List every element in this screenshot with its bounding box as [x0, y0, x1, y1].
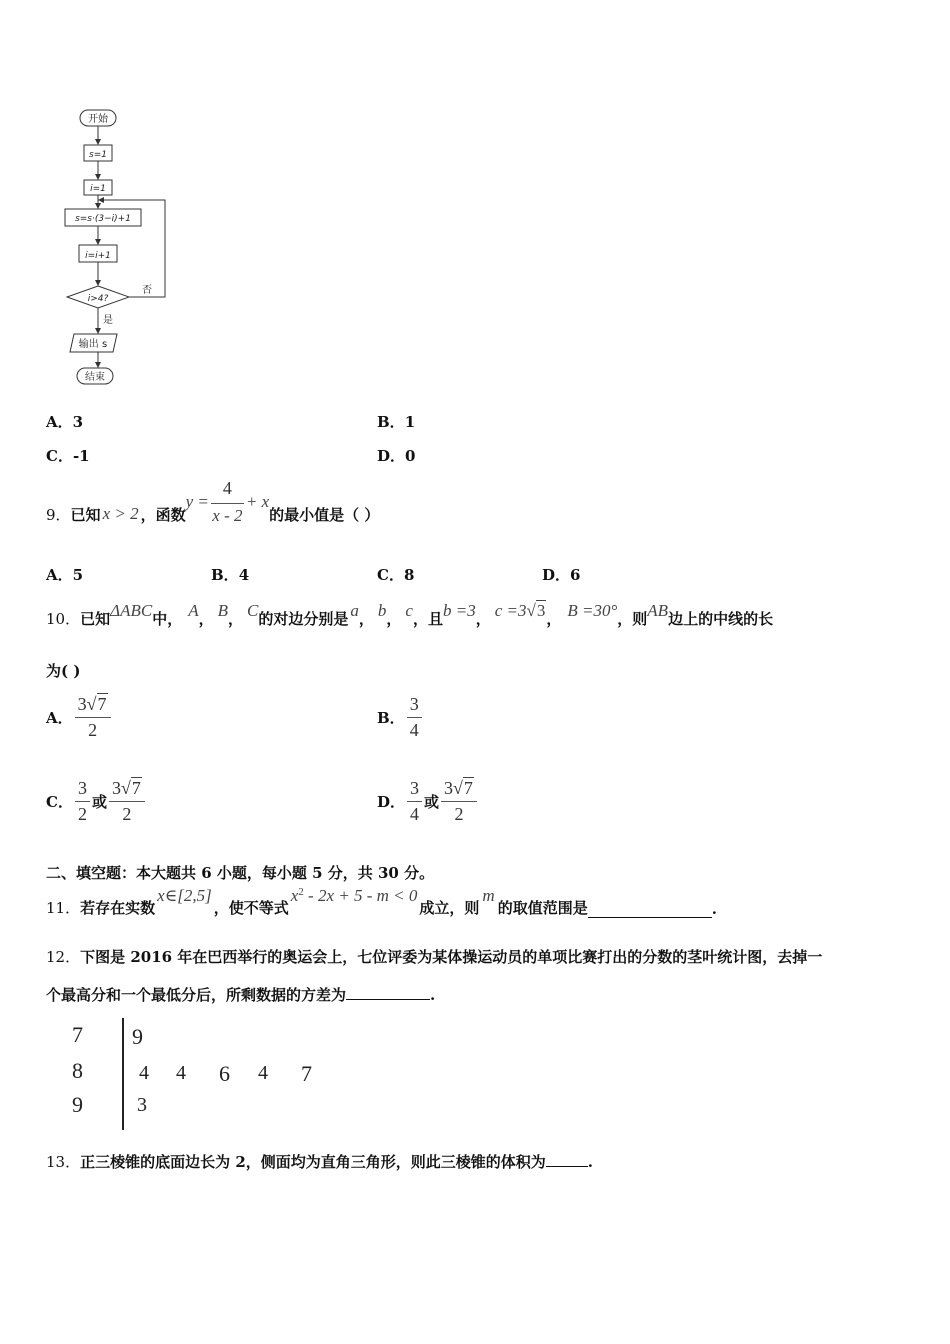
stem-leaf-plot [60, 1018, 350, 1134]
q10-text-1: 已知 [80, 609, 111, 628]
q9-option-b[interactable] [211, 564, 249, 585]
q11-ineq-exp: 2 [298, 886, 304, 898]
q11-text-4: 的取值范围是 [497, 899, 588, 917]
q10-triangle: ΔABC [110, 601, 153, 620]
flowchart [55, 100, 195, 395]
q10-option-c-or: 或 [91, 793, 107, 811]
q10-option-d-f2-radicand: 7 [463, 778, 473, 798]
q10-option-b-num: 3 [407, 694, 422, 718]
q10-option-d-fraction-2: $\frac{3√7}{2}$ [441, 778, 477, 825]
leaf-8-2: 6 [219, 1061, 230, 1086]
q8-option-a-label: A． [46, 413, 73, 431]
q10-option-a-den: 2 [88, 720, 98, 740]
q10-option-a-radicand: 7 [97, 694, 107, 714]
q9-plus-x: + x [245, 492, 270, 511]
flow-yes-label: 是 [103, 315, 113, 326]
q10-text-5: ，则 [617, 609, 648, 628]
q12-end: . [430, 986, 436, 1004]
q11-ineq-rest: - 2x + 5 - m < 0 [303, 886, 418, 905]
q9-text-3: 的最小值是（ ） [269, 505, 380, 524]
q10-option-a-coef: 3 [77, 694, 87, 714]
q10-option-b-fraction [407, 694, 422, 741]
q12-line-1: 下图是 2016 年在巴西举行的奥运会上，七位评委为某体操运动员的单项比赛打出的分数的茎叶统计图，去掉一 [80, 948, 823, 966]
q10-side-a: a [350, 601, 359, 620]
stem-leaf-divider [122, 1018, 124, 1130]
q10-vertex-c: C [247, 601, 259, 620]
q8-option-b-value: 1 [404, 413, 416, 431]
q10-option-b-label: B． [377, 709, 405, 727]
q11-ineq-x: x [290, 886, 299, 905]
flow-start-text: 开始 [88, 114, 108, 125]
q9-option-c-label: C． [377, 566, 404, 584]
q13-answer-blank[interactable] [546, 1152, 588, 1167]
q10-side-c: c [405, 601, 413, 620]
q10-option-c-fraction-1 [75, 778, 90, 825]
q10-comma-3: ， [358, 609, 374, 628]
q11-answer-blank[interactable] [588, 903, 712, 918]
q10-comma-1: ， [198, 609, 214, 628]
flow-inc-text: i=i+1 [85, 251, 111, 261]
q10-side-b: b [377, 601, 387, 620]
question-10 [46, 598, 906, 638]
q9-fraction-denominator: x - 2 [212, 506, 243, 525]
q10-option-c-f1-den: 2 [77, 804, 87, 824]
q8-option-c-value: -1 [72, 447, 90, 465]
q9-condition: x > 2 [102, 504, 139, 523]
flow-output-text: 输出 s [78, 339, 108, 350]
q10-comma-6: ， [546, 609, 562, 628]
q9-option-c-value: 8 [403, 566, 415, 584]
q9-option-a-value: 5 [72, 566, 84, 584]
q9-option-a[interactable] [46, 564, 83, 585]
q10-text-2: 中， [152, 609, 183, 628]
leaf-8-0: 4 [139, 1062, 149, 1084]
q11-end: . [711, 900, 717, 918]
q10-option-c-f2-radicand: 7 [131, 778, 141, 798]
stem-9: 9 [72, 1092, 83, 1117]
leaf-8-3: 4 [258, 1062, 268, 1084]
q10-number: 10． [46, 609, 81, 628]
q9-text-1: 已知 [70, 505, 101, 524]
q12-line-2: 个最高分和一个最低分后，所剩数据的方差为 [46, 986, 347, 1004]
flow-update-text: s=s·(3−i)+1 [75, 214, 131, 224]
q10-option-d-f1-num: 3 [407, 778, 422, 802]
q10-line-2: 为( ) [46, 662, 81, 680]
leaf-9-0: 3 [137, 1094, 147, 1116]
q11-number: 11． [46, 899, 81, 917]
q13-end: . [587, 1153, 593, 1171]
q10-option-b[interactable] [377, 694, 424, 741]
q9-fraction-numerator: 4 [211, 478, 244, 504]
question-12-line-1 [46, 946, 822, 967]
q11-m: m [482, 886, 495, 905]
q10-option-c-label: C． [46, 793, 73, 811]
question-13 [46, 1151, 593, 1172]
q9-option-d-label: D． [542, 566, 571, 584]
q13-text: 正三棱锥的底面边长为 2，侧面均为直角三角形，则此三棱锥的体积为 [80, 1153, 546, 1171]
q12-answer-blank[interactable] [346, 985, 430, 1000]
flow-s-init-text: s=1 [89, 150, 107, 160]
q8-option-c[interactable] [46, 445, 90, 466]
q10-option-c-f2-den: 2 [122, 804, 132, 824]
stem-8: 8 [72, 1058, 83, 1083]
leaf-7-0: 9 [132, 1024, 143, 1049]
q10-c-eq-wrap: c =3√3 [494, 601, 546, 620]
q9-y-eq: y = [185, 492, 209, 511]
q9-fraction [211, 478, 244, 526]
q9-number: 9． [46, 505, 71, 524]
q8-option-a-value: 3 [72, 413, 84, 431]
q10-comma-4: ， [386, 609, 402, 628]
q10-option-d-fraction-1 [407, 778, 422, 825]
section-2-heading: 二、填空题：本大题共 6 小题，每小题 5 分，共 30 分。 [46, 864, 435, 882]
q9-option-b-label: B． [211, 566, 239, 584]
q11-text-3: 成立，则 [419, 899, 480, 917]
q10-option-d-or: 或 [424, 793, 440, 811]
q10-option-d-f2-den: 2 [454, 804, 464, 824]
q10-b-eq: b =3 [442, 601, 476, 620]
q9-option-d[interactable] [542, 564, 580, 585]
q8-option-b[interactable] [377, 411, 415, 432]
q10-c-eq: c =3 [494, 601, 527, 620]
q10-vertex-b: B [217, 601, 229, 620]
q10-text-6: 边上的中线的长 [668, 609, 774, 628]
q10-comma-5: ， [475, 609, 491, 628]
q8-option-d[interactable] [377, 445, 415, 466]
flow-condition-text: i>4? [87, 294, 109, 304]
q10-angle-b: B =30° [567, 601, 618, 620]
leaf-8-1: 4 [176, 1062, 186, 1084]
q10-option-a[interactable] [46, 694, 113, 741]
q10-option-c-fraction-2: $\frac{3√7}{2}$ [109, 778, 145, 825]
question-12-line-2 [46, 984, 435, 1005]
q10-option-d-f1-den: 4 [410, 804, 420, 824]
q10-option-c-f2-coef: 3 [111, 778, 121, 798]
q8-option-d-value: 0 [405, 447, 416, 465]
q10-comma-2: ， [228, 609, 244, 628]
leaf-8-4: 7 [301, 1061, 312, 1086]
flow-no-label: 否 [142, 285, 152, 296]
q12-number: 12． [46, 948, 81, 966]
q10-option-d-f2-coef: 3 [444, 778, 454, 798]
q10-side-ab: AB [647, 601, 669, 620]
q8-option-d-label: D． [377, 447, 406, 465]
question-11 [46, 884, 717, 918]
q9-option-c[interactable] [377, 564, 414, 585]
q10-text-4: ，且 [412, 609, 443, 628]
q8-option-c-label: C． [46, 447, 73, 465]
q8-option-a[interactable] [46, 411, 83, 432]
q11-text-1: 若存在实数 [80, 899, 156, 917]
q9-option-b-value: 4 [238, 566, 250, 584]
q9-option-d-value: 6 [570, 566, 581, 584]
q10-vertex-a: A [188, 601, 199, 620]
q10-option-c[interactable] [46, 778, 147, 825]
q9-option-a-label: A． [46, 566, 73, 584]
q10-option-d[interactable] [377, 778, 479, 825]
q11-inequality [291, 886, 418, 906]
q10-text-3: 的对边分别是 [258, 609, 349, 628]
q8-option-b-label: B． [377, 413, 405, 431]
q10-option-a-label: A． [46, 709, 73, 727]
q9-function [186, 478, 270, 526]
q10-c-radicand: 3 [536, 601, 546, 620]
q9-text-2: ，函数 [140, 505, 186, 524]
q10-option-b-den: 4 [409, 720, 419, 740]
flow-end-text: 结束 [85, 372, 105, 383]
flow-i-init-text: i=1 [90, 184, 106, 194]
q11-text-2: ，使不等式 [213, 899, 289, 917]
question-9 [46, 478, 379, 550]
stem-7: 7 [72, 1022, 83, 1047]
q11-set: x∈[2,5] [157, 886, 212, 905]
q10-option-d-label: D． [377, 793, 406, 811]
q10-option-c-f1-num: 3 [75, 778, 90, 802]
q13-number: 13． [46, 1153, 81, 1171]
q10-option-a-fraction: $\frac{3√7}{2}$ [75, 694, 111, 741]
